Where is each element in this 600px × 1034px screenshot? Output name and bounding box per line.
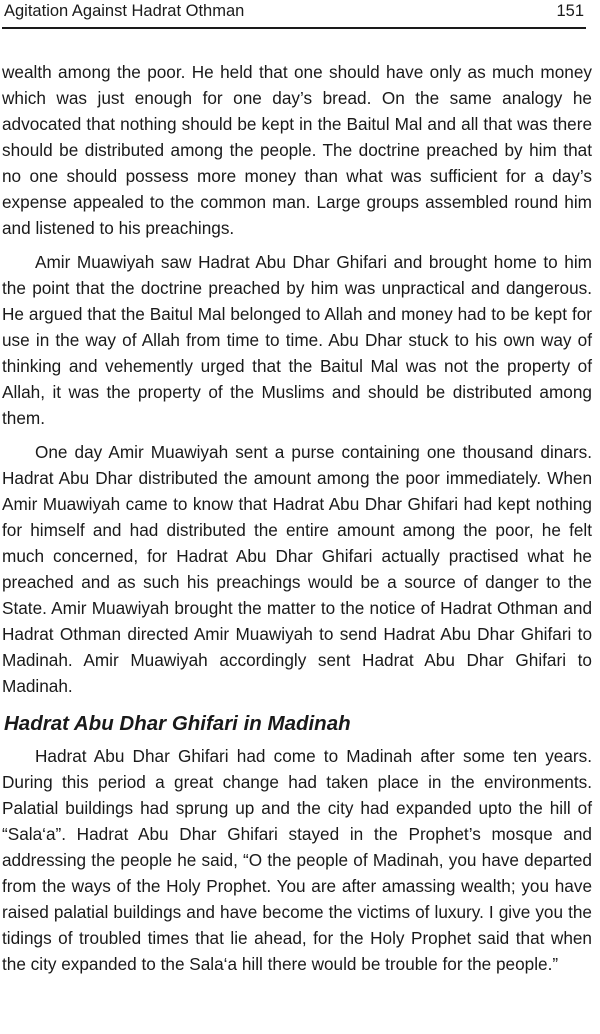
paragraph-continued: wealth among the poor. He held that one should have only as much money which was just enough for one day’s bread. On the same analogy he advocated that nothing should be kept in the Baitul Mal and all that was there should be distributed among the people. The doctrine preached by him that no one should possess more money than what was sufficient for a day’s expense appealed to the common man. Large groups assembled round him and listened to his preachings. xyxy=(2,62,592,238)
running-title: Agitation Against Hadrat Othman xyxy=(4,2,245,20)
body-text xyxy=(2,59,594,977)
paragraph-muawiyah-argument: Amir Muawiyah saw Hadrat Abu Dhar Ghifari and brought home to him the point that the doctrine preached by him was unpractical and dangerous. He argued that the Baitul Mal belonged to Allah and money had to be kept for use in the way of Allah from time to time. Abu Dhar stuck to his own way of thinking and vehemently urged that the Baitul Mal was not the property of Allah, it was the property of the Muslims and should be distributed among them. xyxy=(2,252,592,428)
page-number: 151 xyxy=(556,2,584,20)
paragraph-thousand-dinars: One day Amir Muawiyah sent a purse containing one thousand dinars. Hadrat Abu Dhar distributed the amount among the poor immediately. When Amir Muawiyah came to know that Hadrat Abu Dhar Ghifari had kept nothing for himself and had distributed the entire amount among the poor, he felt much concerned, for Hadrat Abu Dhar Ghifari actually practised what he preached and as such his preachings would be a source of danger to the State. Amir Muawiyah brought the matter to the notice of Hadrat Othman and Hadrat Othman directed Amir Muawiyah to send Hadrat Abu Dhar Ghifari to Madinah. Amir Muawiyah accordingly sent Hadrat Abu Dhar Ghifari to Madinah. xyxy=(2,442,592,696)
running-header xyxy=(2,0,586,29)
paragraph-madinah: Hadrat Abu Dhar Ghifari had come to Madinah after some ten years. During this period a great change had taken place in the environments. Palatial buildings had sprung up and the city had expanded upto the hill of “Sala‘a”. Hadrat Abu Dhar Ghifari stayed in the Prophet’s mosque and addressing the people he said, “O the people of Madinah, you have departed from the ways of the Holy Prophet. You are after amassing wealth; you have raised palatial buildings and have become the victims of luxury. I give you the tidings of troubled times that lie ahead, for the Holy Prophet said that when the city expanded to the Sala‘a hill there would be trouble for the people.” xyxy=(2,746,592,974)
section-heading: Hadrat Abu Dhar Ghifari in Madinah xyxy=(4,712,351,735)
